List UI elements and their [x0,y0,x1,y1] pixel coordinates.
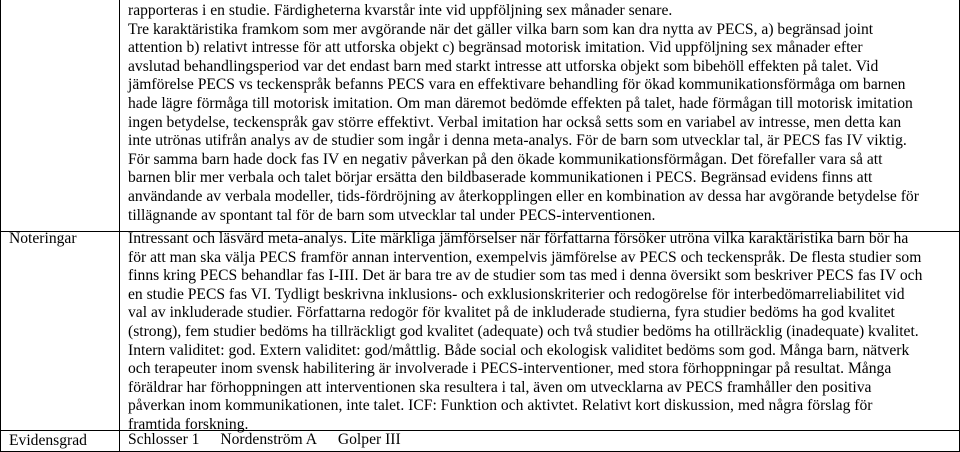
text-line: Tre karaktäristika framkom som mer avgörande när det gäller vilka barn som kan dra nytta av PECS, a) begränsad joint [128,20,874,38]
text-line: val av inkluderade studier. Författarna redogör för kvalitet på de inkluderade studierna, fyra studier bedöms ha god kvalitet [128,304,895,322]
text-line: För samma barn hade dock fas IV en negativ påverkan på den ökade kommunikationsförmågan. Det förefaller vara så att [128,150,883,168]
text-line: användande av verbala modeller, tids-fördröjning av återkopplingen eller en kombination av dessa har avgörande betydelse för [128,187,919,205]
text-line: hade lägre förmåga till motorisk imitation. Om man däremot bedömde effekten på talet, hade förmågan till motorisk imitation [128,94,913,112]
text-line: (strong), fem studier bedöms ha tillräckligt god kvalitet (adequate) och två studier bedöms ha otillräcklig (inadequate) kvalitet. [128,322,919,340]
text-line: föräldrar har förhoppningen att interventionen ska resultera i tal, även om utvecklarna av PECS framhåller den positiva [128,378,872,396]
column-divider [119,0,120,451]
text-line: avslutad behandlingsperiod var det endast barn med starkt intresse att utforska objekt som bibehöll effekten på talet. Vid [128,57,879,75]
text-line: framtida forskning. [128,415,249,433]
findings-cell [128,2,956,225]
text-line: jämförelse PECS vs teckenspråk befanns PECS vara en effektivare behandling för ökad kommunikationsförmåga om barnen [128,76,906,94]
noteringar-label: Noteringar [9,230,77,247]
text-line: Intern validitet: god. Extern validitet: god/måttlig. Både social och ekologisk validitet bedöms som god. Många barn, nätverk [128,341,910,359]
text-line: påverkan inom kommunikationen, inte talet. ICF: Funktion och aktivtet. Relativt kort diskussion, med några förslag för [128,397,873,415]
text-line: och terapeuter inom svensk habilitering är involverade i PECS-interventioner, med stora förhoppningar på resultat. Många [128,360,892,378]
text-line: ingen betydelse, teckenspråk gav större effektivt. Verbal imitation har också setts som en variabel av intresse, men detta kan [128,113,902,131]
evidence-grade-schlosser: Schlosser 1 [128,431,200,448]
noteringar-cell [128,230,956,435]
text-line: barnen blir mer verbala och talet börjar ersätta den bildbaserade kommunikationen i PECS. Begränsad evidens finns att [128,169,873,187]
text-line: en studie PECS fas VI. Tydligt beskrivna inklusions- och exklusionskriterier och redogörelse för interbedömarreliabilitet vid [128,285,905,303]
text-line: rapporteras i en studie. Färdigheterna kvarstår inte vid uppföljning sex månader senare. [128,2,673,19]
text-line: för att man ska välja PECS framför annan intervention, exempelvis jämförelse av PECS och teckenspråk. De flesta studier som [128,248,922,266]
text-line: tillägnande av spontant tal för de barn som utvecklar tal under PECS-interventionen. [128,206,656,224]
text-line: Intressant och läsvärd meta-analys. Lite märkliga jämförselser när författarna försöker utröna vilka karaktäristika barn bör ha [128,230,909,247]
text-line: finns kring PECS behandlar fas I-III. Det är bara tre av de studier som tas med i denna översikt som beskriver PECS fas IV och [128,267,923,285]
evidence-grade-golper: Golper III [337,431,401,448]
text-line: inte utrönas utifrån analys av de studier som ingår i denna meta-analys. För de barn som utvecklar tal, är PECS fas IV viktig. [128,132,907,150]
evidensgrad-values [128,430,418,450]
evidensgrad-label: Evidensgrad [9,432,87,449]
evidence-grade-nordenstrom: Nordenström A [220,431,317,448]
text-line: attention b) relativt intresse för att utforska objekt c) begränsad motorisk imitation. Vid uppföljning sex månader efter [128,39,863,57]
